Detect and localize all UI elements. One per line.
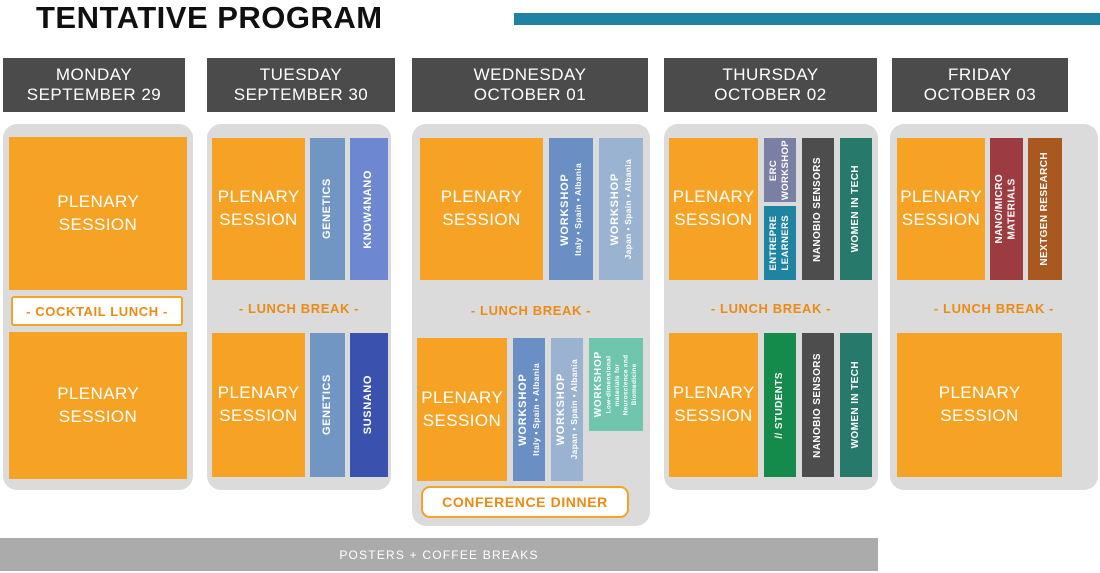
day-header-wednesday — [412, 58, 648, 112]
genetics-track-label: GENETICS — [320, 374, 333, 436]
plenary-session-block — [897, 138, 985, 280]
nextgen-research-label: NEXTGEN RESEARCH — [1038, 152, 1050, 266]
plenary-session-label: PLENARY SESSION — [217, 383, 300, 425]
students-block — [764, 333, 796, 477]
workshop-low-dimensional-materials-block — [589, 338, 643, 431]
entreprelearners-block — [764, 206, 796, 280]
cocktail-lunch-label: - COCKTAIL LUNCH - — [26, 303, 168, 319]
nanobio-sensors-block — [802, 333, 834, 477]
conference-dinner-box — [421, 486, 629, 518]
women-in-tech-label: WOMEN IN TECH — [849, 165, 861, 253]
entreprelearners-label: ENTREPRE LEARNERS — [768, 215, 791, 271]
genetics-track-label: GENETICS — [320, 178, 333, 240]
date-label: OCTOBER 02 — [714, 85, 827, 104]
genetics-track-block — [310, 333, 345, 477]
posters-coffee-breaks-bar — [0, 538, 878, 571]
day-panel-friday — [890, 124, 1098, 490]
erc-entrepre-column — [764, 138, 796, 280]
workshop-japan-spain-albania-block — [551, 338, 583, 481]
weekday-label: THURSDAY — [722, 64, 819, 84]
lunch-break-label: - LUNCH BREAK - — [710, 301, 832, 316]
workshop-italy-spain-albania-block — [513, 338, 545, 481]
workshop-italy-spain-albania-block — [549, 138, 593, 280]
plenary-session-label: PLENARY SESSION — [57, 191, 140, 234]
plenary-session-block — [212, 333, 305, 477]
susnano-track-block — [350, 333, 388, 477]
lunch-break-label: - LUNCH BREAK - — [470, 303, 592, 318]
women-in-tech-block — [840, 333, 872, 477]
weekday-label: WEDNESDAY — [473, 64, 587, 84]
erc-workshop-block — [764, 138, 796, 202]
date-label: SEPTEMBER 30 — [233, 85, 369, 104]
day-header-friday — [892, 58, 1068, 112]
day-panel-tuesday — [207, 124, 391, 490]
students-label: // STUDENTS — [773, 371, 785, 439]
plenary-session-block — [420, 138, 543, 280]
day-header-thursday — [664, 58, 877, 112]
nano-micro-materials-label: NANO/MICRO MATERIALS — [994, 174, 1018, 244]
know4nano-track-label: KNOW4NANO — [362, 169, 375, 249]
lunch-break-label: - LUNCH BREAK - — [933, 301, 1055, 316]
posters-coffee-breaks-label: POSTERS + COFFEE BREAKS — [339, 547, 539, 562]
day-panel-monday — [3, 124, 193, 490]
date-label: OCTOBER 01 — [473, 85, 587, 104]
workshop-label: WORKSHOP Italy • Spain • Albania — [558, 162, 583, 256]
plenary-session-block — [417, 338, 507, 481]
plenary-session-label: PLENARY SESSION — [421, 387, 504, 430]
date-label: SEPTEMBER 29 — [26, 85, 162, 104]
plenary-session-label: PLENARY SESSION — [900, 187, 983, 229]
nanobio-sensors-block — [802, 138, 834, 280]
nanobio-sensors-label: NANOBIO SENSORS — [811, 352, 823, 458]
weekday-label: MONDAY — [55, 64, 133, 84]
cocktail-lunch-box — [11, 296, 183, 326]
workshop-label: WORKSHOP Low-dimensional materials for Neuroscience and Biomedicine — [592, 351, 638, 418]
plenary-session-label: PLENARY SESSION — [217, 187, 300, 229]
plenary-session-block — [669, 333, 758, 477]
weekday-label: FRIDAY — [947, 64, 1013, 84]
workshop-label: WORKSHOP Japan • Spain • Albania — [608, 158, 633, 260]
page-title: TENTATIVE PROGRAM — [36, 0, 383, 35]
erc-workshop-label: ERC WORKSHOP — [768, 139, 791, 201]
plenary-session-block — [897, 333, 1062, 477]
plenary-session-block — [669, 138, 758, 280]
plenary-session-block — [9, 137, 187, 290]
plenary-session-label: PLENARY SESSION — [672, 383, 755, 425]
susnano-track-label: SUSNANO — [362, 375, 375, 435]
women-in-tech-label: WOMEN IN TECH — [849, 361, 861, 449]
workshop-japan-spain-albania-block — [599, 138, 643, 280]
conference-dinner-label: CONFERENCE DINNER — [442, 494, 608, 510]
day-header-monday — [3, 58, 185, 112]
plenary-session-block — [9, 332, 187, 479]
plenary-session-label: PLENARY SESSION — [440, 187, 523, 229]
plenary-session-block — [212, 138, 305, 280]
women-in-tech-block — [840, 138, 872, 280]
workshop-label: WORKSHOP Japan • Spain • Albania — [554, 359, 579, 460]
weekday-label: TUESDAY — [259, 64, 343, 84]
know4nano-track-block — [350, 138, 388, 280]
day-header-tuesday — [207, 58, 395, 112]
plenary-session-label: PLENARY SESSION — [938, 383, 1021, 425]
nano-micro-materials-block — [990, 138, 1023, 280]
day-panel-thursday — [664, 124, 878, 490]
workshop-label: WORKSHOP Italy • Spain • Albania — [516, 363, 541, 456]
nanobio-sensors-label: NANOBIO SENSORS — [811, 156, 823, 262]
plenary-session-label: PLENARY SESSION — [57, 383, 140, 426]
plenary-session-label: PLENARY SESSION — [672, 187, 755, 229]
day-panel-wednesday — [412, 124, 650, 526]
lunch-break-label: - LUNCH BREAK - — [238, 301, 360, 316]
nextgen-research-block — [1028, 138, 1062, 280]
title-accent-line — [514, 13, 1100, 25]
genetics-track-block — [310, 138, 345, 280]
date-label: OCTOBER 03 — [923, 85, 1037, 104]
